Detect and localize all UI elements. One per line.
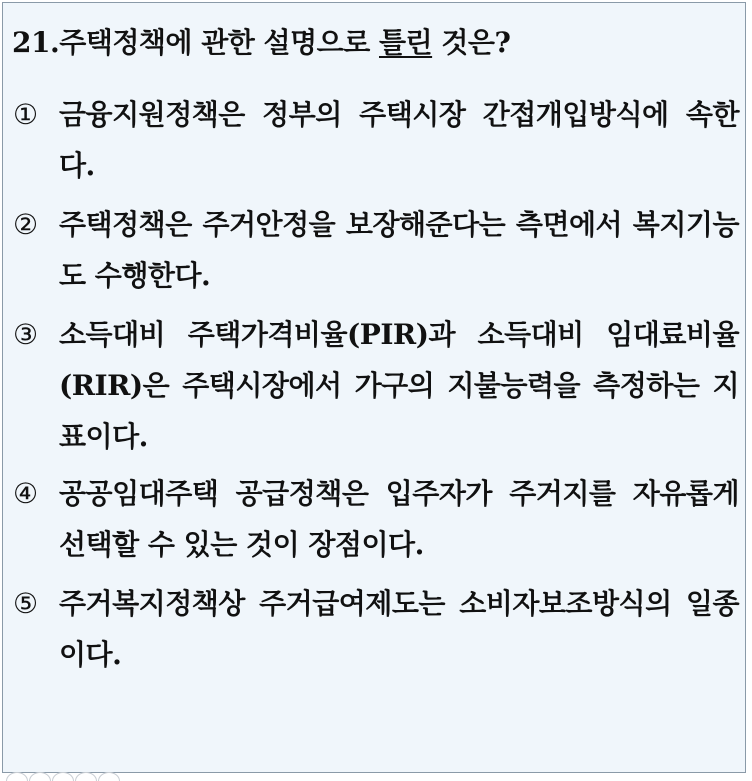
option-4[interactable] — [13, 468, 739, 570]
decorative-circles — [6, 772, 126, 781]
option-number: ⑤ — [13, 587, 39, 620]
circle-decoration-icon — [6, 772, 28, 781]
question-stem — [12, 21, 742, 61]
question-text-end: 것은? — [432, 26, 511, 59]
option-2[interactable] — [13, 199, 739, 301]
question-card — [2, 2, 746, 773]
option-text: 금융지원정책은 정부의 주택시장 간접개입방식에 속한다. — [59, 98, 739, 182]
circle-decoration-icon — [98, 772, 120, 781]
option-5[interactable] — [13, 578, 739, 680]
option-text: 주거복지정책상 주거급여제도는 소비자보조방식의 일종이다. — [59, 587, 739, 671]
option-number: ② — [13, 208, 39, 241]
option-number: ① — [13, 98, 39, 131]
option-number: ④ — [13, 477, 39, 510]
question-text: 주택정책에 관한 설명으로 — [59, 26, 379, 59]
circle-decoration-icon — [75, 772, 97, 781]
option-text: 소득대비 주택가격비율(PIR)과 소득대비 임대료비율(RIR)은 주택시장에서 가구의 지불능력을 측정하는 지표이다. — [59, 318, 739, 453]
circle-decoration-icon — [52, 772, 74, 781]
circle-decoration-icon — [29, 772, 51, 781]
option-1[interactable] — [13, 89, 739, 191]
option-3[interactable] — [13, 309, 739, 462]
question-underlined-word: 틀린 — [379, 26, 433, 59]
option-text: 공공임대주택 공급정책은 입주자가 주거지를 자유롭게 선택할 수 있는 것이 장점이다. — [59, 477, 739, 561]
option-text: 주택정책은 주거안정을 보장해준다는 측면에서 복지기능도 수행한다. — [59, 208, 739, 292]
option-number: ③ — [13, 318, 39, 351]
question-number: 21. — [12, 26, 60, 59]
